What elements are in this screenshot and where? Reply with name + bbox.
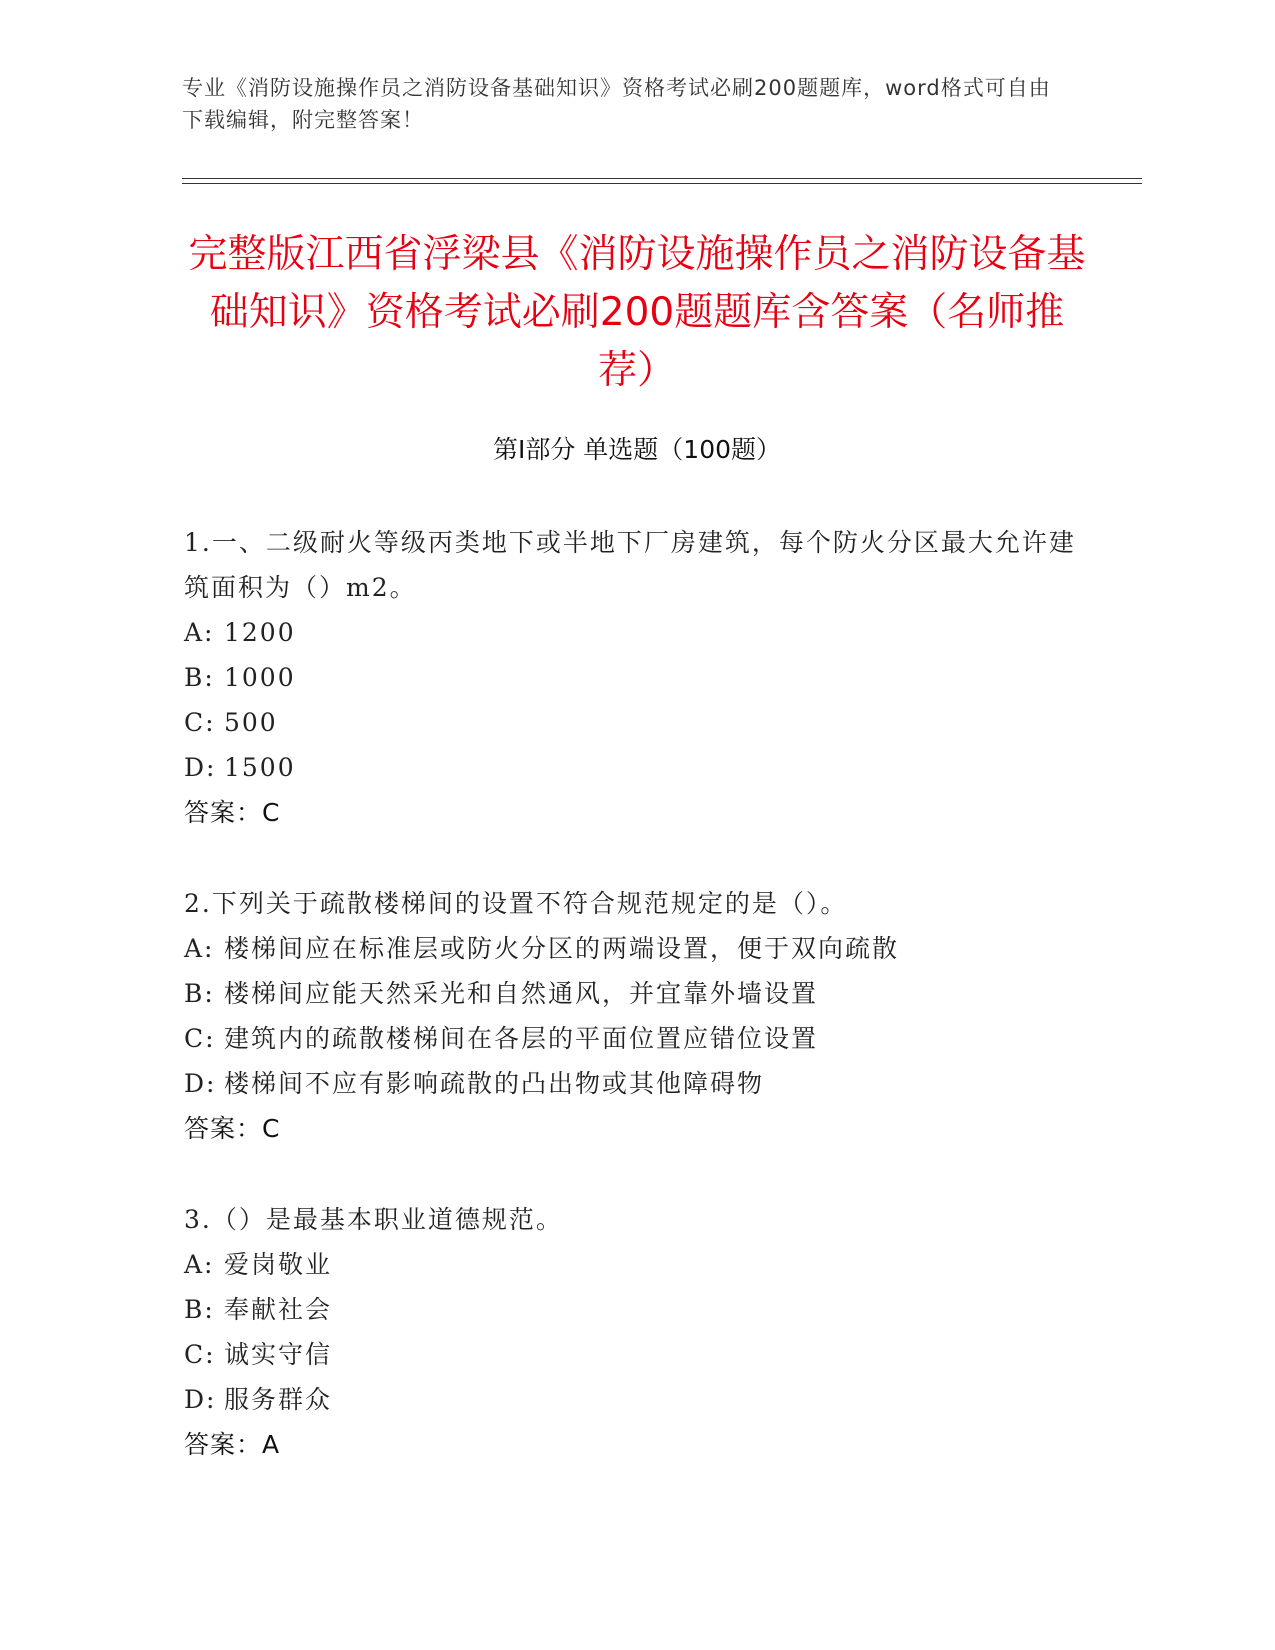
question-stem: 1.一、二级耐火等级丙类地下或半地下厂房建筑，每个防火分区最大允许建筑面积为（）m2。 — [184, 528, 1076, 602]
answer-line: 答案：C — [184, 798, 281, 827]
option-text: 楼梯间应能天然采光和自然通风，并宜靠外墙设置 — [224, 979, 819, 1008]
question-stem: 2.下列关于疏散楼梯间的设置不符合规范规定的是（）。 — [184, 889, 848, 918]
option-a — [184, 610, 1084, 655]
question-2 — [184, 881, 1084, 1151]
document-title: 完整版江西省浮梁县《消防设施操作员之消防设备基础知识》资格考试必刷200题题库含答案（名师推荐） — [188, 232, 1086, 393]
option-a — [184, 926, 1084, 971]
option-d — [184, 745, 1084, 790]
option-b — [184, 1287, 1084, 1332]
option-text: 奉献社会 — [224, 1295, 333, 1324]
header-divider-top — [182, 178, 1142, 179]
option-a — [184, 1242, 1084, 1287]
option-text: 1200 — [224, 618, 296, 647]
option-key: A: — [184, 618, 215, 647]
option-text: 1500 — [224, 753, 296, 782]
answer-line: 答案：A — [184, 1430, 281, 1459]
option-c — [184, 700, 1084, 745]
option-key: B: — [184, 979, 215, 1008]
header-divider-bottom — [182, 183, 1142, 184]
question-1 — [184, 520, 1084, 835]
option-key: C: — [184, 708, 216, 737]
option-d — [184, 1061, 1084, 1106]
option-c — [184, 1332, 1084, 1377]
option-text: 楼梯间不应有影响疏散的凸出物或其他障碍物 — [224, 1069, 765, 1098]
option-text: 1000 — [224, 663, 296, 692]
option-text: 服务群众 — [224, 1385, 333, 1414]
option-key: B: — [184, 1295, 215, 1324]
answer-line: 答案：C — [184, 1114, 281, 1143]
option-key: D: — [184, 753, 217, 782]
option-text: 诚实守信 — [224, 1340, 333, 1369]
option-key: A: — [184, 934, 215, 963]
option-key: A: — [184, 1250, 215, 1279]
option-key: B: — [184, 663, 215, 692]
option-text: 楼梯间应在标准层或防火分区的两端设置，便于双向疏散 — [224, 934, 900, 963]
option-b — [184, 655, 1084, 700]
option-text: 建筑内的疏散楼梯间在各层的平面位置应错位设置 — [224, 1024, 819, 1053]
option-key: D: — [184, 1069, 217, 1098]
option-key: C: — [184, 1340, 216, 1369]
option-key: C: — [184, 1024, 216, 1053]
question-stem: 3.（）是最基本职业道德规范。 — [184, 1205, 563, 1234]
header-note: 专业《消防设施操作员之消防设备基础知识》资格考试必刷200题题库，word格式可自由下载编辑，附完整答案！ — [182, 76, 1051, 132]
option-text: 爱岗敬业 — [224, 1250, 333, 1279]
question-3 — [184, 1197, 1084, 1467]
question-list — [184, 520, 1084, 1513]
section-title: 第Ⅰ部分 单选题（100题） — [492, 435, 782, 464]
option-text: 500 — [224, 708, 278, 737]
option-d — [184, 1377, 1084, 1422]
option-c — [184, 1016, 1084, 1061]
option-b — [184, 971, 1084, 1016]
option-key: D: — [184, 1385, 217, 1414]
